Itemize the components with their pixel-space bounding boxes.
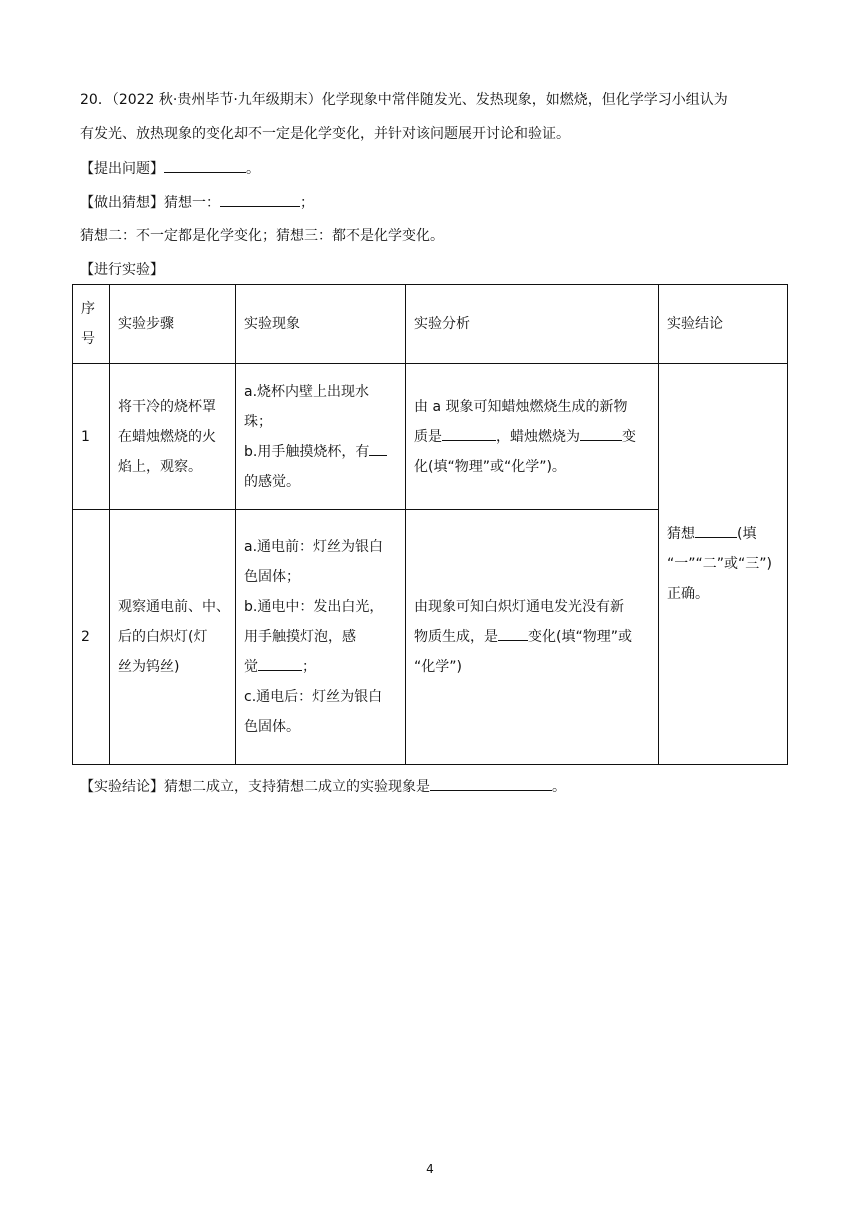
row2-step-line: 后的白炽灯(灯 bbox=[118, 629, 208, 645]
row1-step-line: 焰上，观察。 bbox=[118, 458, 202, 475]
raise-question-blank[interactable] bbox=[164, 158, 246, 173]
row1-phen-line: 珠； bbox=[244, 413, 272, 430]
header-steps: 实验步骤 bbox=[110, 285, 236, 364]
raise-question-line bbox=[80, 158, 260, 179]
row1-phen-line: a.烧杯内壁上出现水 bbox=[244, 383, 370, 400]
row2-ana-text: 物质生成，是 bbox=[414, 629, 498, 645]
row2-number: 2 bbox=[73, 510, 110, 765]
row1-substance-blank[interactable] bbox=[442, 426, 496, 441]
row1-phen-line: 的感觉。 bbox=[244, 473, 300, 490]
row1-phenomena bbox=[236, 364, 406, 510]
row1-ana-line: 由 a 现象可知蜡烛燃烧生成的新物 bbox=[414, 398, 628, 415]
header-conclusion: 实验结论 bbox=[659, 285, 788, 364]
row2-ana-line: “化学”) bbox=[414, 659, 462, 675]
hypothesis-label: 【做出猜想】猜想一： bbox=[80, 195, 220, 211]
row2-phen-line: a.通电前：灯丝为银白 bbox=[244, 539, 384, 555]
row1-step-line: 在蜡烛燃烧的火 bbox=[118, 428, 216, 445]
raise-question-end: 。 bbox=[246, 161, 260, 177]
experiment-label: 【进行实验】 bbox=[80, 262, 164, 278]
row2-change-blank[interactable] bbox=[498, 626, 528, 641]
row2-ana-text: 变化(填“物理”或 bbox=[528, 629, 632, 645]
raise-question-label: 【提出问题】 bbox=[80, 161, 164, 177]
conclusion-line: 正确。 bbox=[667, 586, 709, 602]
row2-feeling-blank[interactable] bbox=[258, 656, 302, 671]
row2-phenomena bbox=[236, 510, 406, 765]
header-number bbox=[73, 285, 110, 364]
row2-phen-text: 觉 bbox=[244, 659, 258, 675]
row1-phen-line bbox=[244, 437, 397, 467]
row1-change-blank[interactable] bbox=[580, 426, 622, 441]
row2-phen-line: c.通电后：灯丝为银白 bbox=[244, 689, 383, 705]
hypothesis-end: ； bbox=[300, 195, 314, 211]
conclusion-line bbox=[667, 519, 779, 549]
hypothesis-line bbox=[80, 192, 314, 213]
row2-phen-line: 色固体。 bbox=[244, 719, 300, 735]
row2-step-line: 丝为钨丝) bbox=[118, 659, 180, 675]
hypothesis-one-blank[interactable] bbox=[220, 192, 300, 207]
header-number-bottom: 号 bbox=[81, 331, 95, 347]
row1-step-line: 将干冷的烧杯罩 bbox=[118, 398, 216, 415]
row1-number: 1 bbox=[73, 364, 110, 510]
conclusion-text: (填 bbox=[737, 526, 757, 542]
row1-analysis bbox=[406, 364, 659, 510]
header-phenomena: 实验现象 bbox=[236, 285, 406, 364]
table-row bbox=[73, 364, 788, 510]
header-number-top: 序 bbox=[81, 301, 95, 317]
experiment-conclusion-blank[interactable] bbox=[430, 776, 552, 791]
page-number: 4 bbox=[426, 1162, 434, 1176]
row2-phen-line: b.通电中：发出白光， bbox=[244, 599, 384, 615]
row2-ana-line bbox=[414, 622, 650, 652]
conclusion-blank[interactable] bbox=[695, 523, 737, 538]
row2-analysis bbox=[406, 510, 659, 765]
row1-ana-line bbox=[414, 422, 650, 452]
hypothesis-line2: 猜想二：不一定都是化学变化；猜想三：都不是化学变化。 bbox=[80, 228, 444, 244]
question-intro-line1: 20．（2022 秋·贵州毕节·九年级期末）化学现象中常伴随发光、发热现象，如燃烧，但化学学习小组认为 bbox=[80, 92, 728, 108]
conclusion-text: 猜想 bbox=[667, 526, 695, 542]
experiment-conclusion-text: 【实验结论】猜想二成立，支持猜想二成立的实验现象是 bbox=[80, 779, 430, 795]
conclusion-cell bbox=[659, 364, 788, 765]
row2-phen-line bbox=[244, 652, 397, 682]
header-analysis: 实验分析 bbox=[406, 285, 659, 364]
row1-phen-text: b.用手触摸烧杯，有 bbox=[244, 443, 370, 460]
row1-ana-line: 化(填“物理”或“化学”)。 bbox=[414, 458, 566, 475]
row2-phen-text: ； bbox=[302, 659, 316, 675]
conclusion-line: “一”“二”或“三”) bbox=[667, 556, 772, 572]
table-header-row bbox=[73, 285, 788, 364]
row2-step-line: 观察通电前、中、 bbox=[118, 599, 230, 615]
experiment-conclusion-end: 。 bbox=[552, 779, 566, 795]
row1-feeling-blank[interactable] bbox=[369, 441, 387, 456]
row1-ana-text: 变 bbox=[622, 428, 636, 445]
row2-ana-line: 由现象可知白炽灯通电发光没有新 bbox=[414, 599, 624, 615]
question-intro-line2: 有发光、放热现象的变化却不一定是化学变化，并针对该问题展开讨论和验证。 bbox=[80, 126, 570, 142]
row1-ana-text: ，蜡烛燃烧为 bbox=[496, 428, 580, 445]
row1-ana-text: 质是 bbox=[414, 428, 442, 445]
row1-steps bbox=[110, 364, 236, 510]
row2-steps bbox=[110, 510, 236, 765]
experiment-conclusion-line bbox=[80, 776, 566, 797]
experiment-table bbox=[72, 284, 788, 765]
row2-phen-line: 用手触摸灯泡，感 bbox=[244, 629, 356, 645]
row2-phen-line: 色固体； bbox=[244, 569, 300, 585]
